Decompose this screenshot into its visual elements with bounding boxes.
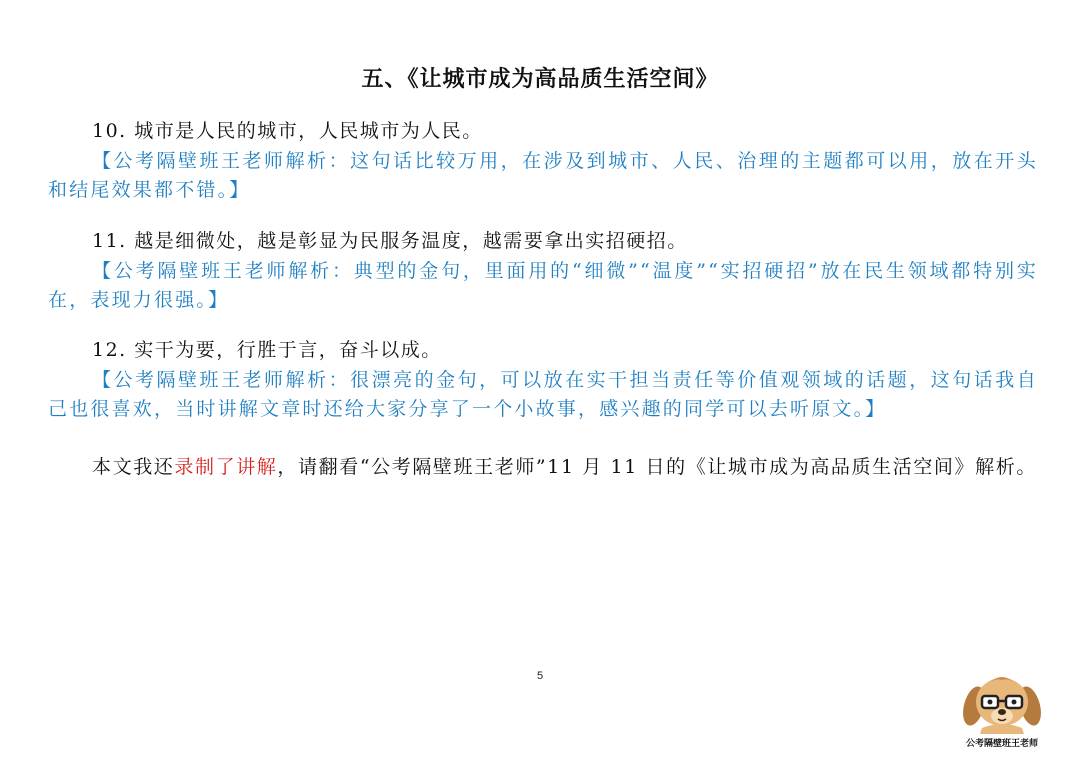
logo-caption: 公考隔壁班王老师 — [965, 739, 1038, 749]
quote-text: 12. 实干为要，行胜于言，奋斗以成。 — [92, 339, 442, 361]
quote-item-10 — [48, 116, 1038, 205]
section-title: 五、《让城市成为高品质生活空间》 — [361, 66, 719, 92]
analysis-text: 【公考隔壁班王老师解析：很漂亮的金句，可以放在实干担当责任等价值观领域的话题，这句话我自己也很喜欢，当时讲解文章时还给大家分享了一个小故事，感兴趣的同学可以去听原文。】 — [48, 369, 1038, 420]
quote-text: 11. 越是细微处，越是彰显为民服务温度，越需要拿出实招硬招。 — [92, 230, 688, 252]
closing-text-end: ，请翻看“公考隔壁班王老师”11 月 11 日的《让城市成为高品质生活空间》解析。 — [277, 456, 1037, 478]
recording-highlight: 录制了讲解 — [174, 456, 278, 478]
quote-text: 10. 城市是人民的城市，人民城市为人民。 — [92, 120, 483, 142]
analysis-text: 【公考隔壁班王老师解析：这句话比较万用，在涉及到城市、人民、治理的主题都可以用，放在开头和结尾效果都不错。】 — [48, 150, 1038, 201]
page-number: 5 — [536, 670, 544, 682]
analysis-text: 【公考隔壁班王老师解析：典型的金句，里面用的“细微”“温度”“实招硬招”放在民生领域都特别实在，表现力很强。】 — [48, 260, 1038, 311]
quote-item-12 — [48, 335, 1038, 424]
quote-item-11 — [48, 226, 1038, 315]
closing-text-start: 本文我还 — [92, 456, 175, 478]
closing-paragraph — [48, 452, 1038, 483]
